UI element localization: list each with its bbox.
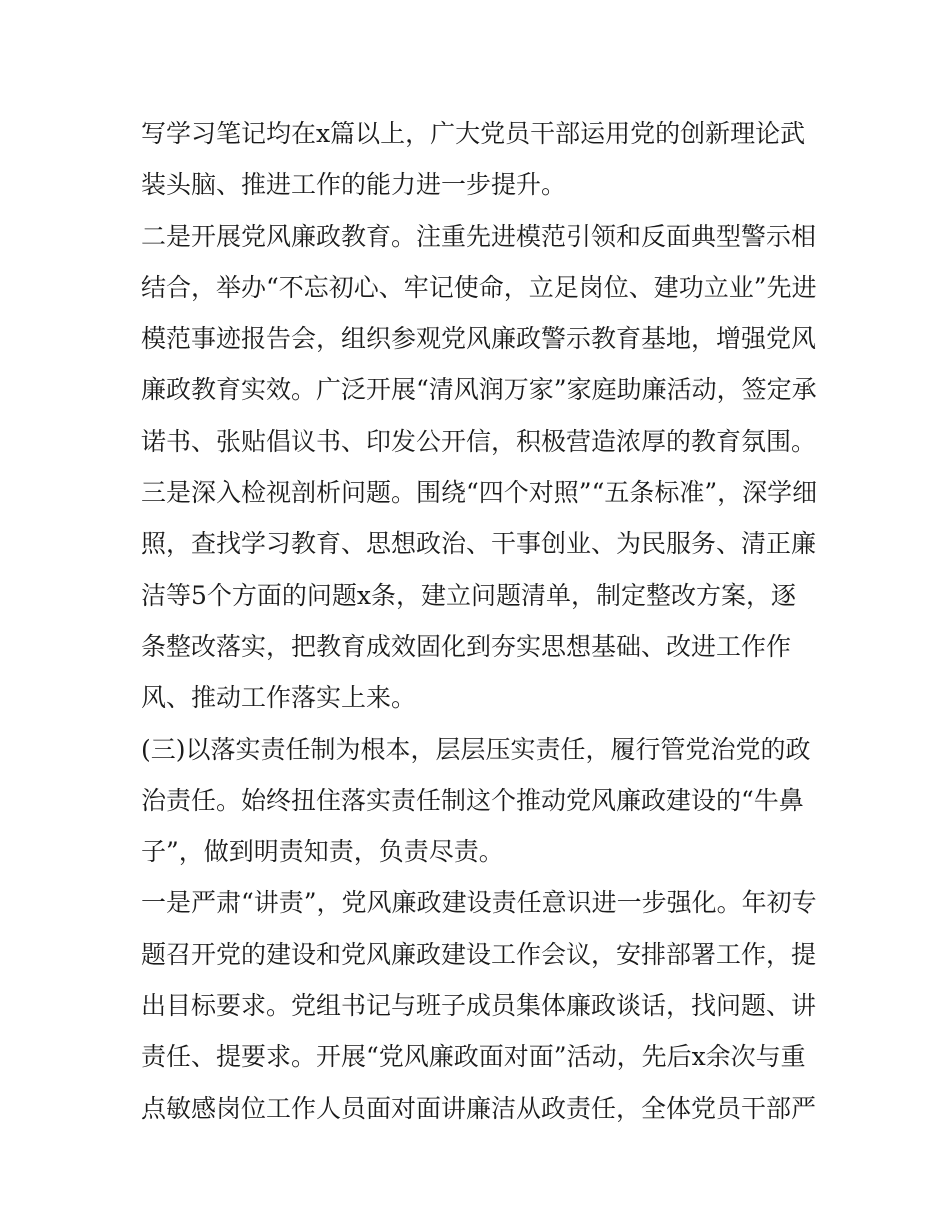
text-line: 模范事迹报告会，组织参观党风廉政警示教育基地，增强党风 <box>141 324 817 354</box>
text-line: 洁等5个方面的问题x条，建立问题清单，制定整改方案，逐 <box>141 580 797 610</box>
body-text <box>141 108 821 1134</box>
text-line: 装头脑、推进工作的能力进一步提升。 <box>141 170 567 200</box>
text-line: 子”，做到明责知责，负责尽责。 <box>141 837 504 867</box>
text-line: 诺书、张贴倡议书、印发公开信，积极营造浓厚的教育氛围。 <box>141 426 817 456</box>
text-line: 点敏感岗位工作人员面对面讲廉洁从政责任，全体党员干部严 <box>141 1093 817 1123</box>
text-line: 风、推动工作落实上来。 <box>141 683 417 713</box>
text-line: (三)以落实责任制为根本，层层压实责任，履行管党治党的政 <box>141 734 811 764</box>
text-line: 结合，举办“不忘初心、牢记使命，立足岗位、建功立业”先进 <box>141 272 817 302</box>
text-line: 一是严肃“讲责”，党风廉政建设责任意识进一步强化。年初专 <box>141 888 817 918</box>
text-line: 题召开党的建设和党风廉政建设工作会议，安排部署工作，提 <box>141 939 817 969</box>
text-line: 廉政教育实效。广泛开展“清风润万家”家庭助廉活动，签定承 <box>141 375 817 405</box>
text-line: 写学习笔记均在x篇以上，广大党员干部运用党的创新理论武 <box>141 119 806 148</box>
text-line: 责任、提要求。开展“党风廉政面对面”活动，先后x余次与重 <box>141 1042 806 1072</box>
text-line: 治责任。始终扭住落实责任制这个推动党风廉政建设的“牛鼻 <box>141 785 804 815</box>
text-line: 二是开展党风廉政教育。注重先进模范引领和反面典型警示相 <box>141 221 817 251</box>
text-line: 三是深入检视剖析问题。围绕“四个对照”“五条标准”，深学细 <box>141 478 818 508</box>
text-line: 条整改落实，把教育成效固化到夯实思想基础、改进工作作 <box>141 631 792 661</box>
text-line: 出目标要求。党组书记与班子成员集体廉政谈话，找问题、讲 <box>141 991 817 1021</box>
text-line: 照，查找学习教育、思想政治、干事创业、为民服务、清正廉 <box>141 529 817 559</box>
